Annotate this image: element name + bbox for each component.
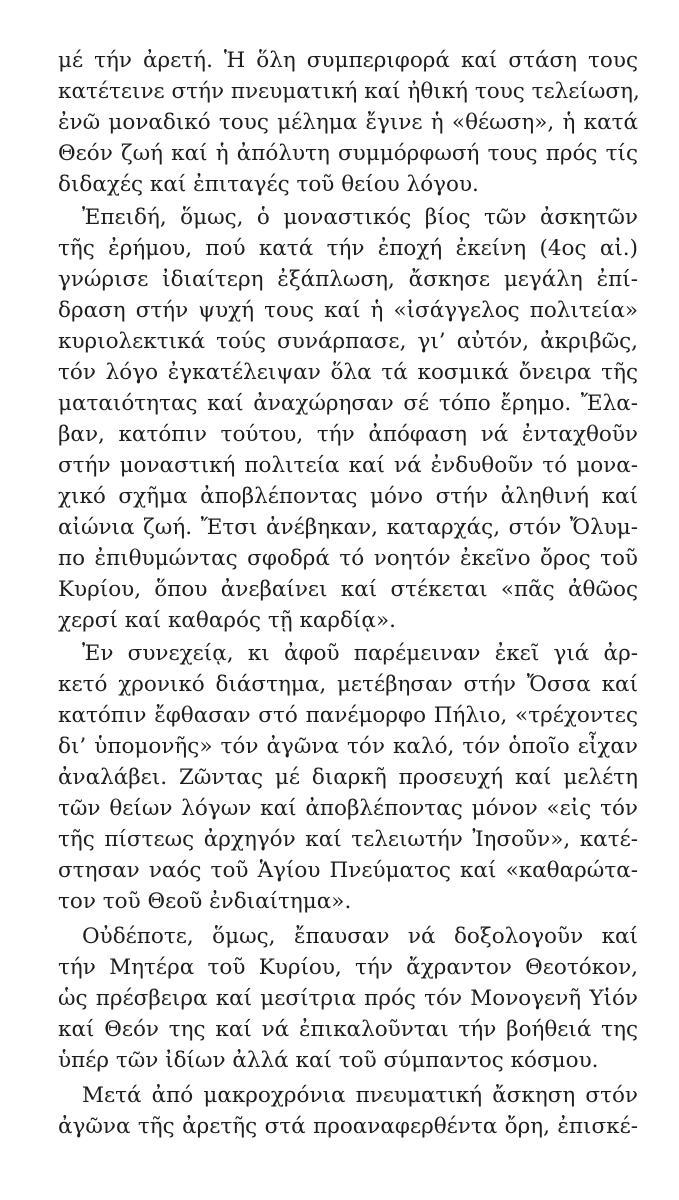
- text-line: ἀναλάβει. Ζῶντας μέ διαρκῆ προσευχή καί μελέτη: [58, 765, 638, 790]
- text-line: ἐνῶ μοναδικό τους μέλημα ἔγινε ἡ «θέωση», ἡ κατά: [58, 110, 638, 135]
- text-line: αἰώνια ζωή. Ἔτσι ἀνέβηκαν, καταρχάς, στόν Ὄλυμ-: [58, 515, 638, 540]
- text-line: στησαν ναός τοῦ Ἁγίου Πνεύματος καί «καθαρώτα-: [58, 858, 638, 883]
- text-line: χερσί καί καθαρός τῇ καρδίᾳ».: [58, 608, 396, 633]
- text-line: κυριολεκτικά τούς συνάρπασε, γι’ αὐτόν, ἀκριβῶς,: [58, 329, 638, 354]
- text-line: Κυρίου, ὅπου ἀνεβαίνει καί στέκεται «πᾶς ἀθῶος: [58, 577, 638, 602]
- text-line: ὡς πρέσβειρα καί μεσίτρια πρός τόν Μονογενῆ Υἱόν: [58, 986, 638, 1011]
- text-line: Ἐν συνεχείᾳ, κι ἀφοῦ παρέμειναν ἐκεῖ γιά ἀρ-: [82, 641, 638, 666]
- text-line: χικό σχῆμα ἀποβλέποντας μόνο στήν ἀληθινή καί: [58, 484, 638, 509]
- text-line: δι’ ὑπομονῆς» τόν ἀγῶνα τόν καλό, τόν ὁποῖο εἶχαν: [58, 734, 638, 759]
- text-line: διδαχές καί ἐπιταγές τοῦ θείου λόγου.: [58, 172, 479, 197]
- text-line: Οὐδέποτε, ὅμως, ἔπαυσαν νά δοξολογοῦν καί: [82, 924, 638, 949]
- text-line: τῆς πίστεως ἀρχηγόν καί τελειωτήν Ἰησοῦν», κατέ-: [58, 827, 638, 852]
- text-line: ματαιότητας καί ἀναχώρησαν σέ τόπο ἔρημο. Ἔλα-: [58, 391, 638, 416]
- text-line: τῆς ἐρήμου, πού κατά τήν ἐποχή ἐκείνη (4ος αἰ.): [58, 236, 638, 261]
- text-line: καί Θεόν της καί νά ἐπικαλοῦνται τήν βοήθειά της: [58, 1017, 638, 1042]
- text-line: πο ἐπιθυμώντας σφοδρά τό νοητόν ἐκεῖνο ὄρος τοῦ: [58, 546, 638, 571]
- text-line: κατόπιν ἔφθασαν στό πανέμορφο Πήλιο, «τρέχοντες: [58, 703, 638, 728]
- text-line: τόν λόγο ἐγκατέλειψαν ὅλα τά κοσμικά ὄνειρα τῆς: [58, 360, 638, 385]
- text-line: τον τοῦ Θεοῦ ἐνδιαίτημα».: [58, 889, 352, 914]
- text-line: Ἐπειδή, ὅμως, ὁ μοναστικός βίος τῶν ἀσκητῶν: [82, 205, 638, 230]
- text-line: Μετά ἀπό μακροχρόνια πνευματική ἄσκηση στόν: [82, 1083, 638, 1108]
- text-line: βαν, κατόπιν τούτου, τήν ἀπόφαση νά ἐνταχθοῦν: [58, 422, 638, 447]
- text-line: στήν μοναστική πολιτεία καί νά ἐνδυθοῦν τό μονα-: [58, 453, 638, 478]
- text-line: κατέτεινε στήν πνευματική καί ἠθική τους τελείωση,: [58, 79, 640, 104]
- text-line: τῶν θείων λόγων καί ἀποβλέποντας μόνον «εἰς τόν: [58, 796, 638, 821]
- text-line: κετό χρονικό διάστημα, μετέβησαν στήν Ὄσσα καί: [58, 672, 638, 697]
- text-line: τήν Μητέρα τοῦ Κυρίου, τήν ἄχραντον Θεοτόκον,: [58, 955, 638, 980]
- text-line: δραση στήν ψυχή τους καί ἡ «ἰσάγγελος πολιτεία»: [58, 298, 638, 323]
- text-line: γνώρισε ἰδιαίτερη ἐξάπλωση, ἄσκησε μεγάλη ἐπί-: [58, 267, 638, 292]
- text-line: ὑπέρ τῶν ἰδίων ἀλλά καί τοῦ σύμπαντος κόσμου.: [58, 1048, 599, 1073]
- text-line: ἀγῶνα τῆς ἀρετῆς στά προαναφερθέντα ὄρη, ἐπισκέ-: [58, 1114, 638, 1139]
- text-line: μέ τήν ἀρετή. Ἡ ὅλη συμπεριφορά καί στάση τους: [58, 48, 638, 73]
- text-line: Θεόν ζωή καί ἡ ἀπόλυτη συμμόρφωσή τους πρός τίς: [58, 141, 638, 166]
